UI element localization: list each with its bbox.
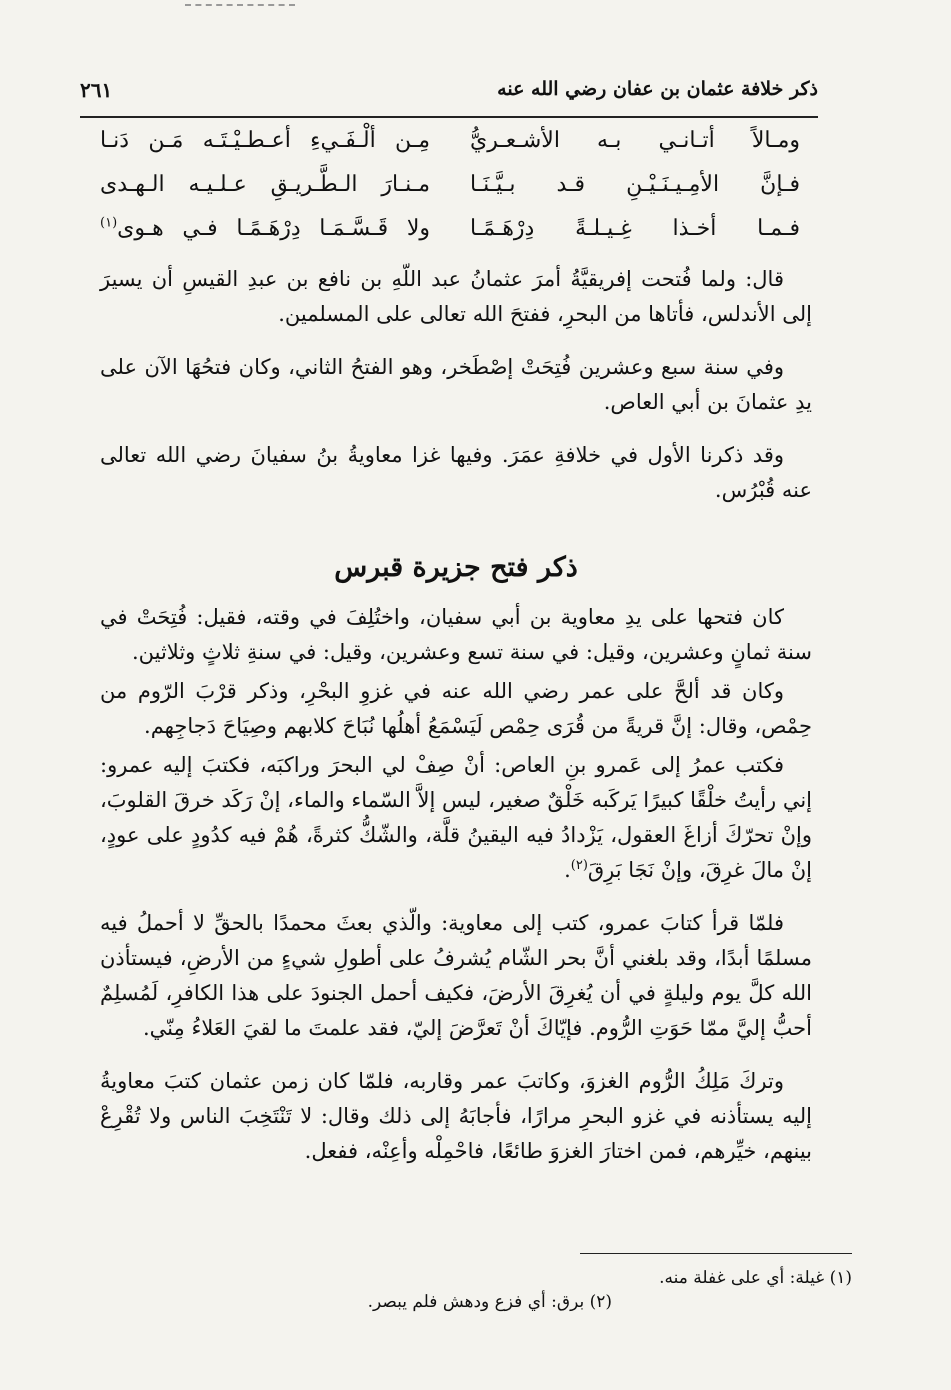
verse <box>100 172 800 216</box>
body-section <box>100 600 812 1187</box>
footnote-marker: (١) <box>100 215 118 231</box>
footnote-marker: (٢) <box>570 858 588 873</box>
paragraph: وكان قد ألحَّ على عمر رضي الله عنه في غزوِ البحْرِ، وذكر قرْبَ الرّوم من حِمْص، وقال: إنَّ قريةً من قُرَى حِمْص لَيَسْمَعُ أهلُها نُبَاحَ كلابهم وصِيَاحَ دَجاجِهم. <box>100 679 812 738</box>
verse-second-hemistich <box>100 216 430 241</box>
paragraph: فكتب عمرُ إلى عَمرو بنِ العاص: أنْ صِفْ لي البحرَ وراكبَه، فكتبَ إليه عمرو: إني رأيتُ خلْقًا كبيرًا يَركَبه خَلْقٌ صغير، ليس إلاَّ السّماء والماء، إنْ رَكَد خرقَ القلوبَ، وإنْ تحرّكَ أزاغَ العقول، يَزْدادُ فيه اليقينُ قلَّة، والشّكُّ كثرةً، هُمْ فيه كدُودٍ على عودٍ، إنْ مالَ غرِقَ، وإنْ نَجَا بَرِقَ$^{(٢)}$. <box>99 753 812 882</box>
paragraph: وتركَ مَلِكُ الرُّوم الغزوَ، وكاتبَ عمر وقاربه، فلمّا كان زمن عثمان كتبَ معاويةُ إليه يستأذنه في غزو البحرِ مرارًا، فأجابَهُ إلى ذلك وقال: لا تَنْتَخِبَ الناس ولا تُقْرِعْ بينهم، خيِّرهم، فمن اختارَ الغزوَ طائعًا، فاحْمِلْه وأعِنْه، ففعل. <box>100 1069 812 1163</box>
poem <box>100 128 800 260</box>
footnotes <box>100 1268 852 1328</box>
verse-second-hemistich: مِـن ألْـفَـيءِ أعـطـيْـتَـه مَـن دَنـا <box>100 128 430 153</box>
footnote-rule <box>580 1253 852 1254</box>
paragraph: وفي سنة سبع وعشرين فُتِحَتْ إصْطَخر، وهو الفتحُ الثاني، وكان فتحُهَا الآن على يدِ عثمانَ بن أبي العاص. <box>100 355 812 414</box>
running-header <box>80 78 818 108</box>
hemistich-text: ولا قَـسَّـمَـا دِرْهَـمًـا فـي هـوى <box>117 216 430 241</box>
paragraph: وقد ذكرنا الأول في خلافةِ عمَرَ. وفيها غزا معاويةُ بنُ سفيانَ رضي الله تعالى عنه قُبْرُس. <box>100 443 812 502</box>
verse-first-hemistich: فـإنَّ الأمِـيـنَـيْـنِ قـد بـيَّـنَـا <box>470 172 800 197</box>
footnote-1: (١) غيلة: أي على غفلة منه. <box>659 1268 852 1288</box>
body-top <box>100 262 812 526</box>
verse-first-hemistich: ومـالاً أتـانـي بـه الأشـعـريُّ <box>470 128 800 153</box>
scan-mark <box>185 4 295 6</box>
paragraph: كان فتحها على يدِ معاوية بن أبي سفيان، واختُلِفَ في وقته، فقيل: فُتِحَتْ في سنة ثمانٍ وعشرين، وقيل: في سنة تسع وعشرين، وقيل: في سنةِ ثلاثٍ وثلاثين. <box>100 605 812 664</box>
page-number: ٢٦١ <box>80 78 113 102</box>
paragraph: قال: ولما فُتحت إفريقيَّةُ أمرَ عثمانُ عبد اللّهِ بن نافع بن عبدِ القيسِ أن يسيرَ إلى الأندلس، فأتاها من البحرِ، ففتحَ الله تعالى على المسلمين. <box>100 267 812 326</box>
section-title: ذكر فتح جزيرة قبرس <box>334 552 578 583</box>
paragraph: فلمّا قرأ كتابَ عمرو، كتب إلى معاوية: والّذي بعثَ محمدًا بالحقِّ لا أحملُ فيه مسلمًا أبدًا، وقد بلغني أنَّ بحر الشّام يُشرفُ على أطولِ شيءٍ من الأرضِ، فيستأذن الله كلَّ يوم وليلةٍ في أن يُغرِقَ الأرضَ، فكيف أحمل الجنودَ على هذا الكافرِ، لَمُسلِمٌ أحبُّ إليَّ ممّا حَوَتِ الرُّوم. فإيّاكَ أنْ تَعرَّضَ إليّ، فقد علمتَ ما لقيَ العَلاءُ مِنّي. <box>100 911 812 1040</box>
verse <box>100 128 800 172</box>
paragraph-text: فكتب عمرُ إلى عَمرو بنِ العاص: أنْ صِفْ لي البحرَ وراكبَه، فكتبَ إليه عمرو: إني رأيتُ خلْقًا كبيرًا يَركَبه خَلْقٌ صغير، ليس إلاَّ السّماء والماء، إنْ رَكَد خرقَ القلوبَ، وإنْ تحرّكَ أزاغَ العقول، يَزْدادُ فيه اليقينُ قلَّة، والشّكُّ كثرةً، هُمْ فيه كدُودٍ على عودٍ، إنْ مالَ غرِقَ، وإنْ نَجَا بَرِقَ <box>99 753 812 882</box>
header-rule <box>80 116 818 118</box>
running-title: ذكر خلافة عثمان بن عفان رضي الله عنه <box>497 78 818 100</box>
verse <box>100 216 800 260</box>
verse-second-hemistich: مـنـارَ الـطَّـريـقِ عـلـيـه الـهـدى <box>100 172 430 197</box>
footnote-2: (٢) برق: أي فزع ودهش فلم يبصر. <box>367 1292 612 1312</box>
verse-first-hemistich: فـمـا أخـذا غِـيـلـةً دِرْهَـمًـا <box>470 216 800 241</box>
